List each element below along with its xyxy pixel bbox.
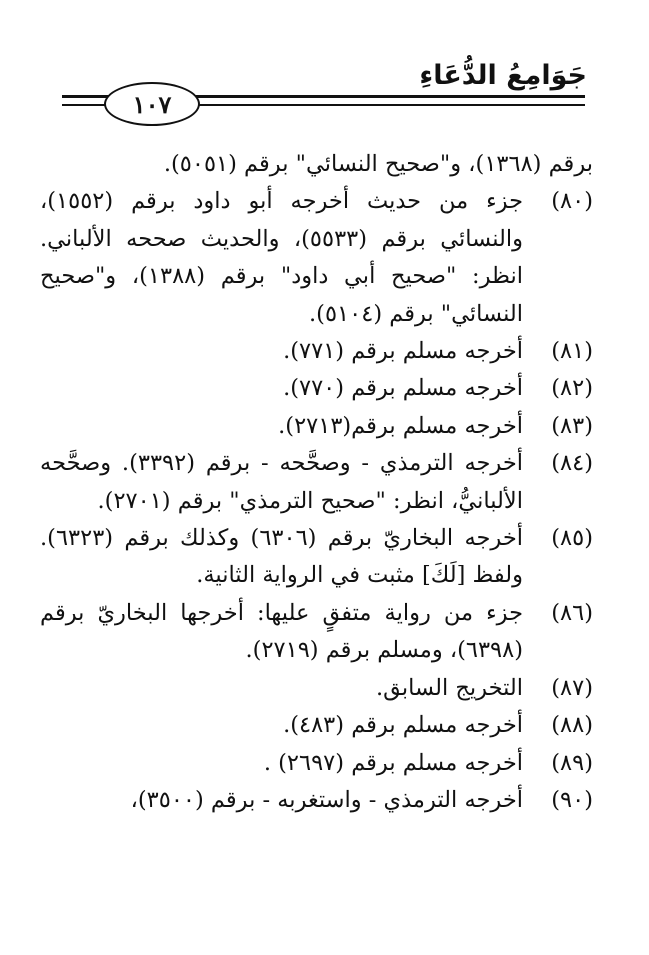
footnote-80 [40, 183, 593, 333]
footnote-text: جزء من حديث أخرجه أبو داود برقم (١٥٥٢)، والنسائي برقم (٥٥٣٣)، والحديث صححه الألباني. انظر: "صحيح أبي داود" برقم (١٣٨٨)، و"صحيح النسائي" برقم (٥١٠٤). [40, 188, 523, 327]
footnote-88 [40, 707, 593, 744]
footnote-82 [40, 370, 593, 407]
footnote-text: برقم (١٣٦٨)، و"صحيح النسائي" برقم (٥٠٥١). [163, 151, 593, 177]
footnote-number: (٨٩) [551, 749, 593, 776]
footnote-86 [40, 595, 593, 670]
footnote-number: (٨٢) [551, 375, 593, 402]
footnote-text: أخرجه مسلم برقم (٧٧١). [283, 338, 523, 365]
footnote-text: التخريج السابق. [376, 674, 523, 701]
footnote-83 [40, 408, 593, 445]
footnote-text: أخرجه البخاريّ برقم (٦٣٠٦) وكذلك برقم (٦٣٢٣). ولفظ [لَكَ] مثبت في الرواية الثانية. [40, 525, 523, 589]
footnote-90 [40, 782, 593, 819]
footnote-text: جزء من رواية متفقٍ عليها: أخرجها البخاريّ برقم (٦٣٩٨)، ومسلم برقم (٢٧١٩). [40, 599, 523, 664]
running-title: جَوَامِعُ الدُّعَاءِ [419, 60, 587, 91]
footnote-number: (٨٠) [551, 188, 593, 215]
footnote-text: أخرجه مسلم برقم (٧٧٠). [283, 375, 523, 402]
footnote-number: (٨١) [551, 338, 593, 365]
footnote-number: (٨٥) [551, 525, 593, 552]
footnote-text: أخرجه الترمذي - واستغربه - برقم (٣٥٠٠)، [130, 786, 523, 813]
footnote-number: (٨٤) [551, 450, 593, 477]
footnote-87 [40, 670, 593, 707]
footnote-text: أخرجه مسلم برقم(٢٧١٣). [278, 412, 523, 439]
page-number-oval [104, 82, 200, 126]
footnote-text: أخرجه مسلم برقم (٢٦٩٧) . [263, 749, 523, 776]
footnote-text: أخرجه مسلم برقم (٤٨٣). [283, 712, 523, 739]
footnote-number: (٨٣) [551, 412, 593, 439]
footnote-continuation [40, 146, 593, 183]
footnote-85 [40, 520, 593, 595]
page-number: ١٠٧ [132, 89, 172, 119]
footnote-81 [40, 333, 593, 370]
footnote-number: (٨٦) [551, 599, 593, 626]
footnote-84 [40, 445, 593, 520]
footnotes-list [40, 146, 593, 819]
footnote-number: (٨٧) [551, 674, 593, 701]
footnote-text: أخرجه الترمذي - وصحَّحه - برقم (٣٣٩٢). وصحَّحه الألبانيُّ، انظر: "صحيح الترمذي" برقم (٢٧٠١). [40, 450, 524, 514]
footnote-89 [40, 745, 593, 782]
footnote-number: (٨٨) [551, 712, 593, 739]
footnote-number: (٩٠) [551, 786, 593, 813]
